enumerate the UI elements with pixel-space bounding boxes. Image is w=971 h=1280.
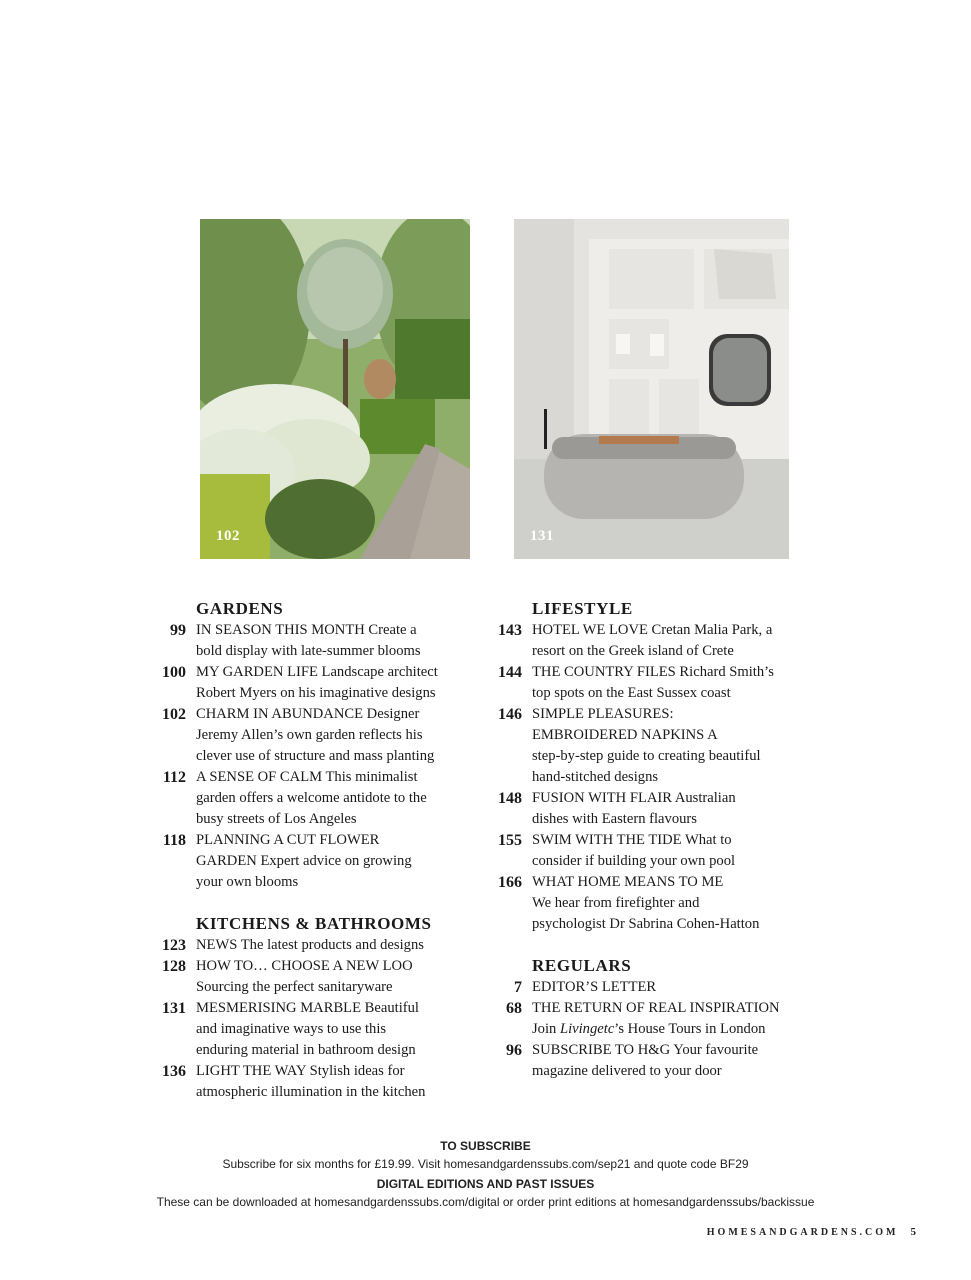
section-lifestyle xyxy=(486,598,826,935)
photo-page-label: 131 xyxy=(530,528,554,544)
entry-text xyxy=(532,998,792,1040)
contents-entry[interactable] xyxy=(150,767,490,830)
section-kitchens-bathrooms xyxy=(150,913,490,1103)
entry-line: SWIM WITH THE TIDE What to xyxy=(532,832,732,848)
entry-line: EDITOR’S LETTER xyxy=(532,979,657,995)
entry-text xyxy=(532,1040,792,1082)
entry-line: WHAT HOME MEANS TO ME xyxy=(532,874,724,890)
entry-text xyxy=(196,767,456,830)
entry-text xyxy=(196,935,456,956)
page-number: 68 xyxy=(506,1000,522,1017)
entry-line: step-by-step guide to creating beautiful xyxy=(532,748,761,764)
section-regulars xyxy=(486,955,826,1082)
contents-entry[interactable] xyxy=(486,977,826,998)
entry-line: busy streets of Los Angeles xyxy=(196,811,357,827)
contents-entry[interactable] xyxy=(150,704,490,767)
digital-heading: DIGITAL EDITIONS AND PAST ISSUES xyxy=(376,1177,595,1191)
contents-entry[interactable] xyxy=(150,956,490,998)
entry-line: MESMERISING MARBLE Beautiful xyxy=(196,1000,419,1016)
entry-line: EMBROIDERED NAPKINS A xyxy=(532,727,718,743)
contents-entry[interactable] xyxy=(150,998,490,1061)
section-title: LIFESTYLE xyxy=(532,599,633,618)
page-number: 128 xyxy=(162,958,186,975)
page-number: 144 xyxy=(498,664,522,681)
contents-entry[interactable] xyxy=(486,998,826,1040)
entry-line: NEWS The latest products and designs xyxy=(196,937,424,953)
entry-text xyxy=(196,704,456,767)
bathroom-illustration xyxy=(514,219,789,559)
entry-line: Join Livingetc’s House Tours in London xyxy=(532,1021,766,1037)
page-number: 131 xyxy=(162,1000,186,1017)
entry-text xyxy=(196,662,456,704)
entry-text xyxy=(196,620,456,662)
page-number: 100 xyxy=(162,664,186,681)
entry-text xyxy=(532,704,792,788)
bathroom-photo xyxy=(514,219,789,559)
entry-line: Sourcing the perfect sanitaryware xyxy=(196,979,393,995)
contents-right-column xyxy=(486,598,826,1082)
entry-line: and imaginative ways to use this xyxy=(196,1021,387,1037)
garden-illustration xyxy=(200,219,470,559)
subscribe-heading: TO SUBSCRIBE xyxy=(440,1139,531,1153)
entry-line: your own blooms xyxy=(196,874,299,890)
page-number: 123 xyxy=(162,937,186,954)
page-number: 143 xyxy=(498,622,522,639)
entry-line: enduring material in bathroom design xyxy=(196,1042,416,1058)
page-number: 146 xyxy=(498,706,522,723)
contents-left-column xyxy=(150,598,490,1103)
entry-line: garden offers a welcome antidote to the xyxy=(196,790,427,806)
digital-text: These can be downloaded at homesandgardenssubs.com/digital or order print editions at homesandgardenssubs/backissue xyxy=(156,1195,815,1209)
photo-page-label: 102 xyxy=(216,528,240,544)
contents-entry[interactable] xyxy=(486,662,826,704)
entry-line: magazine delivered to your door xyxy=(532,1063,722,1079)
contents-entry[interactable] xyxy=(486,788,826,830)
entry-line: bold display with late-summer blooms xyxy=(196,643,421,659)
contents-entry[interactable] xyxy=(486,872,826,935)
contents-entry[interactable] xyxy=(486,620,826,662)
entry-text xyxy=(532,872,792,935)
contents-entry[interactable] xyxy=(150,935,490,956)
subscribe-text: Subscribe for six months for £19.99. Visit homesandgardenssubs.com/sep21 and quote code BF29 xyxy=(222,1157,749,1171)
entry-text xyxy=(532,620,792,662)
garden-photo xyxy=(200,219,470,559)
entry-line: HOTEL WE LOVE Cretan Malia Park, a xyxy=(532,622,773,638)
entry-line: atmospheric illumination in the kitchen xyxy=(196,1084,426,1100)
entry-text xyxy=(196,1061,456,1103)
entry-line: THE COUNTRY FILES Richard Smith’s xyxy=(532,664,774,680)
page-number: 155 xyxy=(498,832,522,849)
entry-line: Jeremy Allen’s own garden reflects his xyxy=(196,727,423,743)
entry-text xyxy=(196,830,456,893)
contents-entry[interactable] xyxy=(150,1061,490,1103)
contents-entry[interactable] xyxy=(486,1040,826,1082)
entry-text xyxy=(532,662,792,704)
entry-line: top spots on the East Sussex coast xyxy=(532,685,731,701)
page-number: 7 xyxy=(514,979,522,996)
entry-line: GARDEN Expert advice on growing xyxy=(196,853,412,869)
page-number: 102 xyxy=(162,706,186,723)
entry-line: SIMPLE PLEASURES: xyxy=(532,706,674,722)
entry-line: PLANNING A CUT FLOWER xyxy=(196,832,380,848)
entry-text xyxy=(196,956,456,998)
page-number: 118 xyxy=(162,832,186,849)
entry-text xyxy=(196,998,456,1061)
contents-entry[interactable] xyxy=(150,662,490,704)
entry-line: We hear from firefighter and xyxy=(532,895,700,911)
page-footer xyxy=(707,1226,916,1238)
contents-entry[interactable] xyxy=(150,830,490,893)
entry-line: A SENSE OF CALM This minimalist xyxy=(196,769,418,785)
page-number: 112 xyxy=(162,769,186,786)
subscription-info xyxy=(0,1138,971,1211)
page-number: 148 xyxy=(498,790,522,807)
page-number: 166 xyxy=(498,874,522,891)
entry-line: psychologist Dr Sabrina Cohen-Hatton xyxy=(532,916,760,932)
contents-entry[interactable] xyxy=(150,620,490,662)
entry-line: dishes with Eastern flavours xyxy=(532,811,697,827)
entry-line: THE RETURN OF REAL INSPIRATION xyxy=(532,1000,780,1016)
entry-line: resort on the Greek island of Crete xyxy=(532,643,734,659)
entry-line: hand-stitched designs xyxy=(532,769,659,785)
entry-list xyxy=(150,620,490,893)
section-title: REGULARS xyxy=(532,956,632,975)
entry-list xyxy=(150,935,490,1103)
page-number: 96 xyxy=(506,1042,522,1059)
section-spacer xyxy=(486,935,826,955)
entry-line: HOW TO… CHOOSE A NEW LOO xyxy=(196,958,413,974)
section-spacer xyxy=(150,893,490,913)
entry-text xyxy=(532,977,792,998)
entry-line: FUSION WITH FLAIR Australian xyxy=(532,790,736,806)
entry-line: CHARM IN ABUNDANCE Designer xyxy=(196,706,420,722)
entry-line: MY GARDEN LIFE Landscape architect xyxy=(196,664,438,680)
entry-line: consider if building your own pool xyxy=(532,853,736,869)
entry-line: LIGHT THE WAY Stylish ideas for xyxy=(196,1063,405,1079)
entry-line: clever use of structure and mass planting xyxy=(196,748,435,764)
contents-entry[interactable] xyxy=(486,704,826,788)
page-number: 136 xyxy=(162,1063,186,1080)
site-url: HOMESANDGARDENS.COM xyxy=(706,1227,899,1238)
entry-list xyxy=(486,620,826,935)
section-gardens xyxy=(150,598,490,893)
section-title: GARDENS xyxy=(196,599,284,618)
page-number-footer: 5 xyxy=(910,1226,916,1238)
entry-line: SUBSCRIBE TO H&G Your favourite xyxy=(532,1042,759,1058)
section-title: KITCHENS & BATHROOMS xyxy=(196,914,432,933)
entry-text xyxy=(532,830,792,872)
page-number: 99 xyxy=(170,622,186,639)
entry-text xyxy=(532,788,792,830)
entry-list xyxy=(486,977,826,1082)
contents-entry[interactable] xyxy=(486,830,826,872)
entry-line: IN SEASON THIS MONTH Create a xyxy=(196,622,417,638)
entry-line: Robert Myers on his imaginative designs xyxy=(196,685,436,701)
